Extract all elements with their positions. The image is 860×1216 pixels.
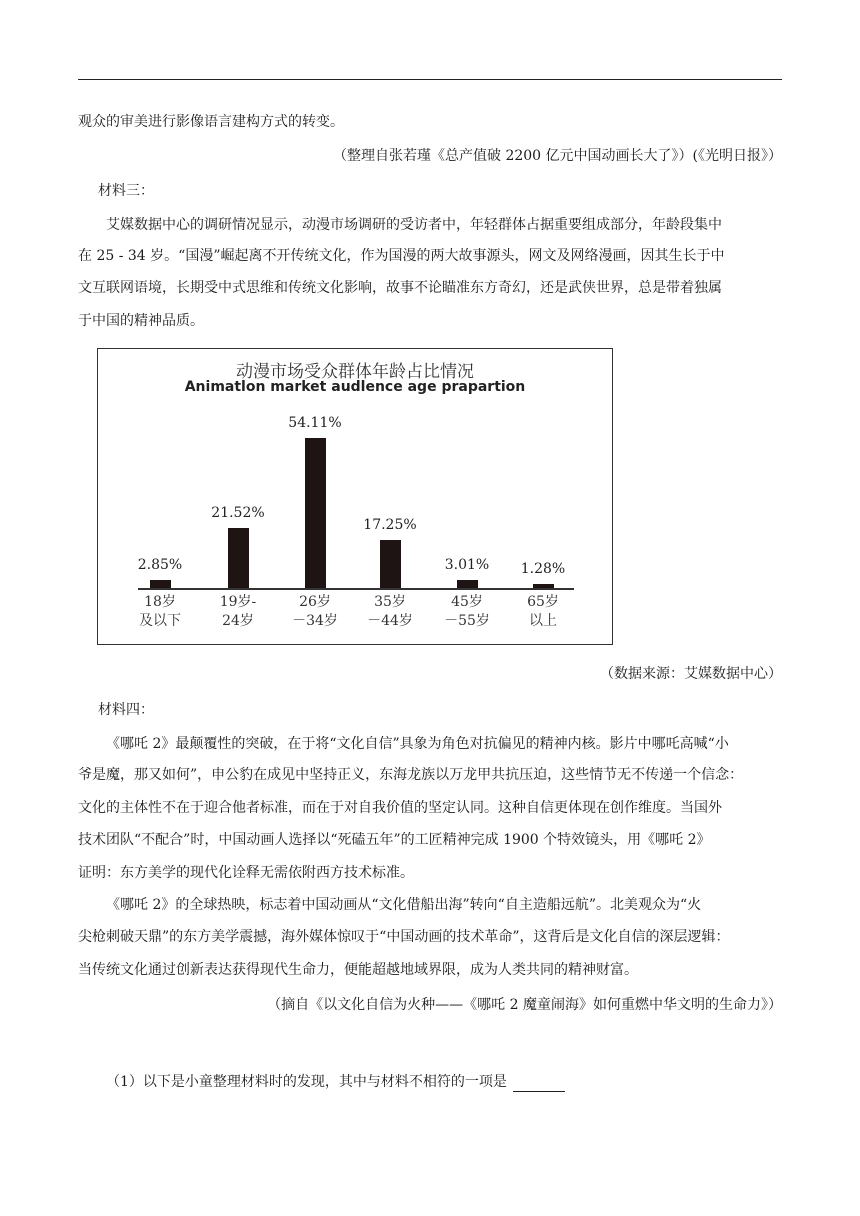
chart-title: 动漫市场受众群体年龄占比情况 (236, 362, 474, 382)
paragraph-line: 证明：东方美学的现代化诠释无需依附西方技术标准。 (78, 865, 414, 881)
paragraph-line: 文互联网语境，长期受中式思维和传统文化影响，故事不论瞄准东方奇幻，还是武侠世界，总是带着独属 (78, 280, 722, 296)
paragraph-line: 《哪吒 2》最颠覆性的突破，在于将“文化自信”具象为角色对抗偏见的精神内核。影片中哪吒高喊“小 (106, 736, 729, 752)
x-tick-label: 18岁 及以下 (139, 594, 181, 629)
paragraph-line: 爷是魔，那又如何”，申公豹在成见中坚持正义，东海龙族以万龙甲共抗压迫，这些情节无不传递一个信念： (78, 767, 744, 783)
chart-bar (150, 580, 171, 588)
question-1-text: （1）以下是小童整理材料时的发现，其中与材料不相符的一项是 (106, 1074, 507, 1090)
material-3-heading: 材料三： (98, 183, 154, 199)
header-rule (78, 79, 782, 80)
bar-value-label: 3.01% (444, 556, 490, 573)
bar-value-label: 17.25% (363, 517, 417, 534)
chart-bar (457, 580, 478, 588)
text-line: 观众的审美进行影像语言建构方式的转变。 (78, 114, 344, 130)
paragraph-line: 尖枪刺破天鼎”的东方美学震撼，海外媒体惊叹于“中国动画的技术革命”，这背后是文化自信的深层逻辑： (78, 929, 730, 945)
material-4-heading: 材料四： (98, 702, 154, 718)
paragraph-line: 文化的主体性不在于迎合他者标准，而在于对自我价值的坚定认同。这种自信更体现在创作维度。当国外 (78, 800, 722, 816)
age-bar-chart (97, 348, 613, 645)
bar-value-label: 2.85% (137, 557, 183, 574)
chart-bar (533, 584, 554, 588)
data-source-note: （数据来源：艾媒数据中心） (600, 666, 782, 682)
chart-bar (228, 528, 249, 588)
chart-bar (305, 438, 326, 588)
paragraph-line: 在 25 - 34 岁。“国漫”崛起离不开传统文化，作为国漫的两大故事源头，网文及网络漫画，因其生长于中 (78, 248, 725, 264)
source-citation: （整理自张若瑾《总产值破 2200 亿元中国动画长大了》）(《光明日报》） (333, 148, 782, 164)
x-tick-label: 19岁- 24岁 (219, 594, 257, 629)
paragraph-line: 于中国的精神品质。 (78, 313, 204, 329)
source-citation: （摘自《以文化自信为火种——《哪吒 2 魔童闹海》如何重燃中华文明的生命力》） (267, 997, 782, 1013)
paragraph-line: 技术团队“不配合”时，中国动画人选择以“死磕五年”的工匠精神完成 1900 个特效镜头，用《哪吒 2》 (78, 832, 711, 848)
bar-value-label: 21.52% (211, 505, 265, 522)
chart-bar (380, 540, 401, 588)
x-tick-label: 45岁 －55岁 (444, 594, 490, 629)
paragraph-line: 《哪吒 2》的全球热映，标志着中国动画从“文化借船出海”转向“自主造船远航”。北美观众为“火 (106, 897, 702, 913)
bar-value-label: 1.28% (520, 561, 566, 577)
question-1 (106, 1072, 782, 1092)
answer-blank[interactable] (513, 1077, 565, 1092)
bar-value-label: 54.11% (288, 415, 342, 431)
paragraph-line: 当传统文化通过创新表达获得现代生命力，便能超越地域界限，成为人类共同的精神财富。 (78, 962, 638, 978)
x-tick-label: 26岁 －34岁 (292, 594, 338, 629)
x-axis (138, 588, 574, 590)
chart-subtitle: Animatlon market audlence age prapartion (184, 379, 526, 395)
paragraph-line: 艾媒数据中心的调研情况显示，动漫市场调研的受访者中，年轻群体占据重要组成部分，年龄段集中 (106, 217, 722, 233)
x-tick-label: 65岁 以上 (527, 594, 559, 629)
x-tick-label: 35岁 －44岁 (367, 594, 413, 629)
